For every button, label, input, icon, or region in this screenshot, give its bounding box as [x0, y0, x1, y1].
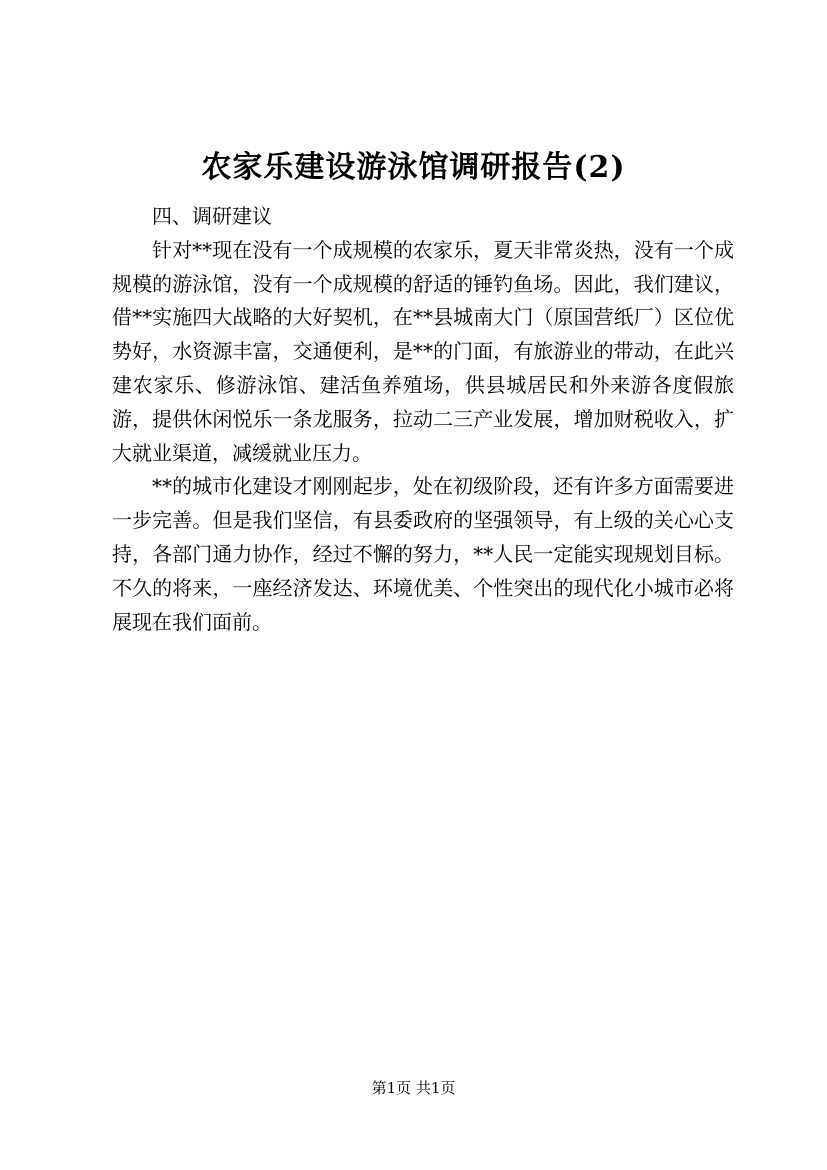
section-heading: 四、调研建议 — [152, 204, 272, 228]
paragraph-2: **的城市化建设才刚刚起步，处在初级阶段，还有许多方面需要进一步完善。但是我们坚信，有县委政府的坚强领导，有上级的关心心支持，各部门通力协作，经过不懈的努力，**人民一定能实现规划目标。不久的将来，一座经济发达、环境优美、个性突出的现代化小城市必将展现在我们面前。 — [112, 474, 734, 634]
paragraph-1: 针对**现在没有一个成规模的农家乐，夏天非常炎热，没有一个成规模的游泳馆，没有一个成规模的舒适的锤钓鱼场。因此，我们建议，借**实施四大战略的大好契机，在**县城南大门（原国营纸厂）区位优势好，水资源丰富，交通便利，是**的门面，有旅游业的带动，在此兴建农家乐、修游泳馆、建活鱼养殖场，供县城居民和外来游各度假旅游，提供休闲悦乐一条龙服务，拉动二三产业发展，增加财税收入，扩大就业渠道，减缓就业压力。 — [112, 237, 734, 465]
page-number-footer: 第1页 共1页 — [371, 1079, 456, 1097]
document-body — [112, 200, 734, 639]
document-title: 农家乐建设游泳馆调研报告(2) — [201, 150, 626, 185]
